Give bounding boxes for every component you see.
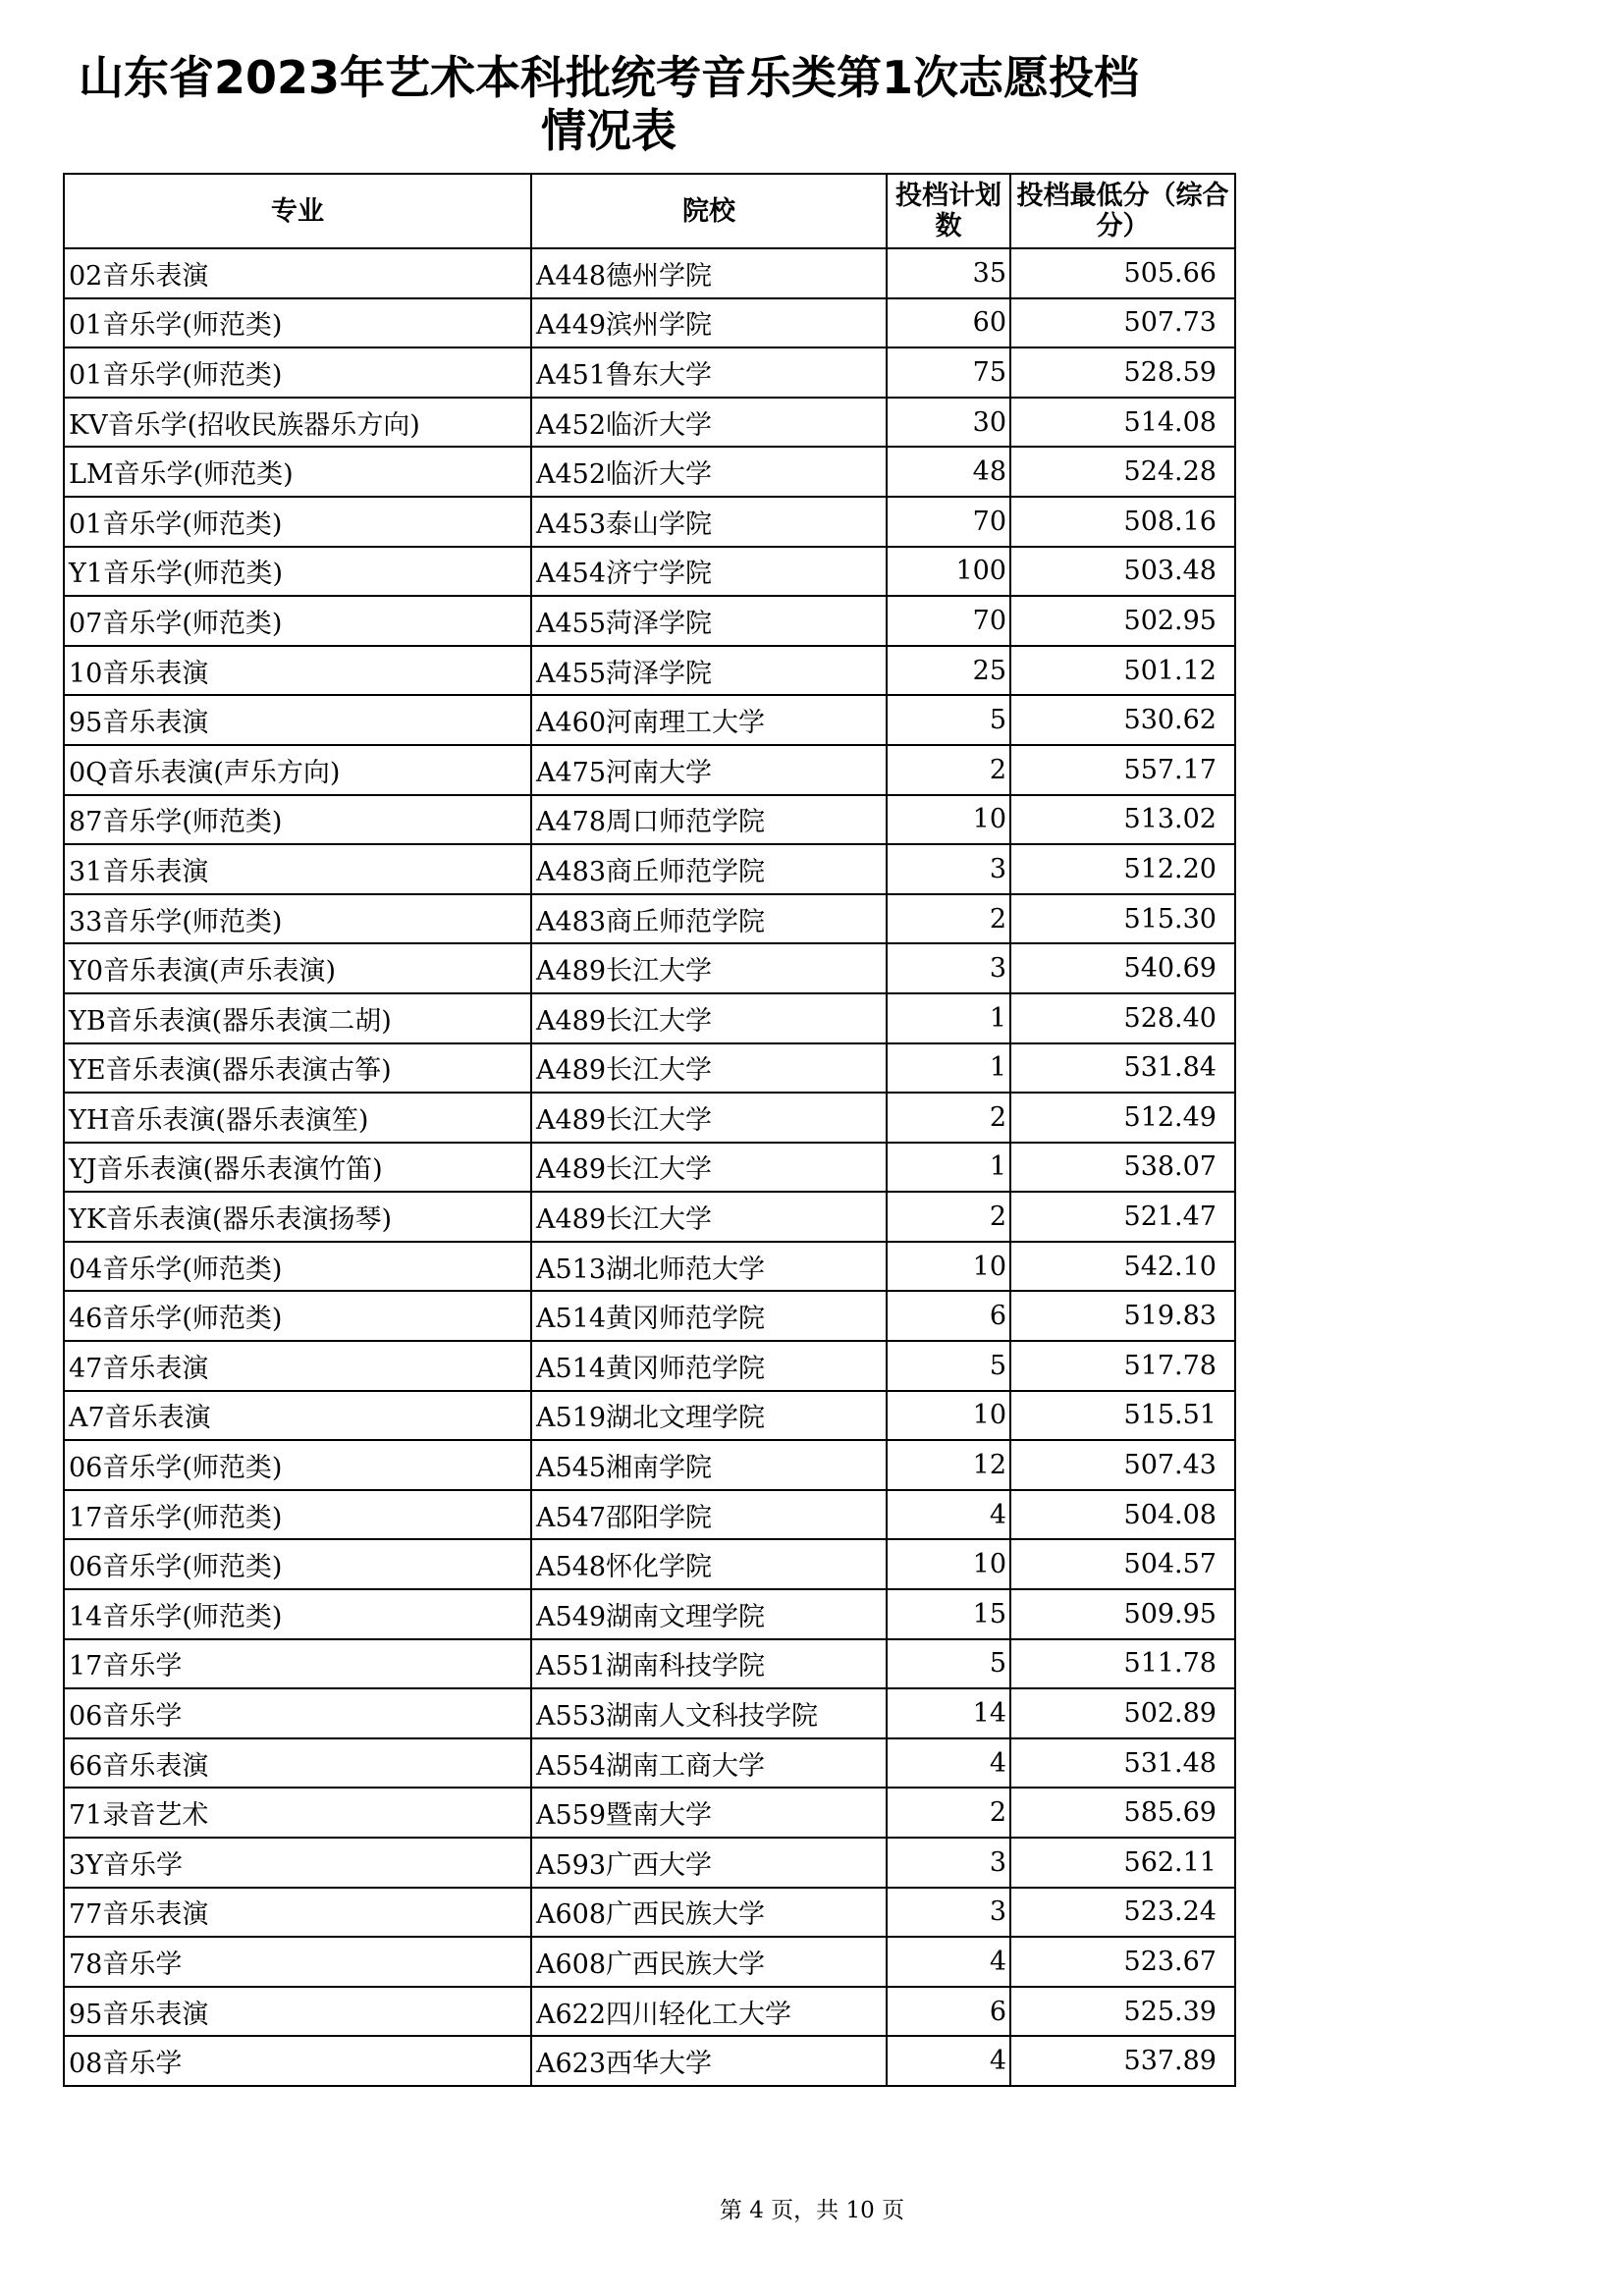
plan-count-cell: 2 [887, 894, 1010, 944]
major-cell: 47音乐表演 [64, 1341, 531, 1391]
school-cell: A475河南大学 [531, 745, 887, 795]
school-cell: A608广西民族大学 [531, 1937, 887, 1987]
major-cell: 77音乐表演 [64, 1888, 531, 1938]
min-score-cell: 501.12 [1010, 646, 1235, 696]
major-cell: 46音乐学(师范类) [64, 1291, 531, 1341]
school-cell: A483商丘师范学院 [531, 844, 887, 894]
plan-count-cell: 4 [887, 2036, 1010, 2086]
major-cell: 87音乐学(师范类) [64, 795, 531, 845]
major-cell: 78音乐学 [64, 1937, 531, 1987]
plan-count-cell: 4 [887, 1937, 1010, 1987]
min-score-cell: 523.67 [1010, 1937, 1235, 1987]
page-title-line-2: 情况表 [541, 104, 677, 157]
major-cell: 71录音艺术 [64, 1788, 531, 1838]
plan-count-cell: 75 [887, 347, 1010, 398]
min-score-cell: 524.28 [1010, 447, 1235, 497]
plan-count-cell: 5 [887, 695, 1010, 745]
min-score-cell: 509.95 [1010, 1589, 1235, 1639]
major-cell: 33音乐学(师范类) [64, 894, 531, 944]
min-score-cell: 502.89 [1010, 1688, 1235, 1738]
min-score-cell: 507.43 [1010, 1440, 1235, 1490]
page-title-line-1: 山东省2023年艺术本科批统考音乐类第1次志愿投档 [78, 51, 1140, 104]
school-cell: A454济宁学院 [531, 547, 887, 597]
major-cell: 06音乐学(师范类) [64, 1539, 531, 1589]
plan-count-cell: 2 [887, 745, 1010, 795]
table-row [64, 1539, 1235, 1589]
table-row [64, 547, 1235, 597]
table-row [64, 2036, 1235, 2086]
plan-count-cell: 70 [887, 497, 1010, 547]
school-cell: A548怀化学院 [531, 1539, 887, 1589]
plan-count-cell: 2 [887, 1788, 1010, 1838]
min-score-cell: 514.08 [1010, 398, 1235, 448]
school-cell: A489长江大学 [531, 993, 887, 1043]
major-cell: 01音乐学(师范类) [64, 298, 531, 348]
major-cell: 01音乐学(师范类) [64, 347, 531, 398]
header-min-score: 投档最低分（综合分） [1010, 174, 1235, 248]
major-cell: 95音乐表演 [64, 695, 531, 745]
school-cell: A452临沂大学 [531, 447, 887, 497]
min-score-cell: 504.57 [1010, 1539, 1235, 1589]
plan-count-cell: 6 [887, 1291, 1010, 1341]
major-cell: 08音乐学 [64, 2036, 531, 2086]
plan-count-cell: 12 [887, 1440, 1010, 1490]
table-row [64, 596, 1235, 646]
table-row [64, 497, 1235, 547]
plan-count-cell: 30 [887, 398, 1010, 448]
min-score-cell: 504.08 [1010, 1490, 1235, 1540]
min-score-cell: 528.40 [1010, 993, 1235, 1043]
min-score-cell: 542.10 [1010, 1242, 1235, 1292]
school-cell: A514黄冈师范学院 [531, 1341, 887, 1391]
table-row [64, 795, 1235, 845]
table-row [64, 447, 1235, 497]
plan-count-cell: 4 [887, 1738, 1010, 1789]
school-cell: A455菏泽学院 [531, 596, 887, 646]
min-score-cell: 521.47 [1010, 1192, 1235, 1242]
plan-count-cell: 10 [887, 1242, 1010, 1292]
major-cell: 66音乐表演 [64, 1738, 531, 1789]
major-cell: 17音乐学 [64, 1639, 531, 1689]
school-cell: A453泰山学院 [531, 497, 887, 547]
plan-count-cell: 4 [887, 1490, 1010, 1540]
major-cell: 04音乐学(师范类) [64, 1242, 531, 1292]
school-cell: A478周口师范学院 [531, 795, 887, 845]
school-cell: A551湖南科技学院 [531, 1639, 887, 1689]
table-row [64, 398, 1235, 448]
plan-count-cell: 5 [887, 1341, 1010, 1391]
min-score-cell: 507.73 [1010, 298, 1235, 348]
min-score-cell: 517.78 [1010, 1341, 1235, 1391]
major-cell: 31音乐表演 [64, 844, 531, 894]
table-row [64, 1788, 1235, 1838]
major-cell: 17音乐学(师范类) [64, 1490, 531, 1540]
school-cell: A622四川轻化工大学 [531, 1987, 887, 2037]
min-score-cell: 531.84 [1010, 1043, 1235, 1094]
table-row [64, 1192, 1235, 1242]
school-cell: A448德州学院 [531, 248, 887, 298]
plan-count-cell: 70 [887, 596, 1010, 646]
school-cell: A489长江大学 [531, 1043, 887, 1094]
school-cell: A559暨南大学 [531, 1788, 887, 1838]
school-cell: A513湖北师范大学 [531, 1242, 887, 1292]
plan-count-cell: 25 [887, 646, 1010, 696]
table-row [64, 1937, 1235, 1987]
min-score-cell: 515.51 [1010, 1391, 1235, 1441]
page-indicator: 第 4 页，共 10 页 [719, 2198, 905, 2223]
min-score-cell: 515.30 [1010, 894, 1235, 944]
min-score-cell: 525.39 [1010, 1987, 1235, 2037]
table-row [64, 1242, 1235, 1292]
plan-count-cell: 35 [887, 248, 1010, 298]
min-score-cell: 538.07 [1010, 1143, 1235, 1193]
major-cell: 95音乐表演 [64, 1987, 531, 2037]
table-row [64, 993, 1235, 1043]
min-score-cell: 503.48 [1010, 547, 1235, 597]
table-row [64, 1589, 1235, 1639]
school-cell: A483商丘师范学院 [531, 894, 887, 944]
table-row [64, 943, 1235, 993]
table-row [64, 894, 1235, 944]
school-cell: A514黄冈师范学院 [531, 1291, 887, 1341]
table-row [64, 1987, 1235, 2037]
school-cell: A451鲁东大学 [531, 347, 887, 398]
table-row [64, 1888, 1235, 1938]
plan-count-cell: 3 [887, 1888, 1010, 1938]
school-cell: A460河南理工大学 [531, 695, 887, 745]
min-score-cell: 502.95 [1010, 596, 1235, 646]
school-cell: A489长江大学 [531, 1192, 887, 1242]
min-score-cell: 585.69 [1010, 1788, 1235, 1838]
major-cell: YB音乐表演(器乐表演二胡) [64, 993, 531, 1043]
plan-count-cell: 2 [887, 1192, 1010, 1242]
plan-count-cell: 10 [887, 1391, 1010, 1441]
min-score-cell: 508.16 [1010, 497, 1235, 547]
major-cell: 01音乐学(师范类) [64, 497, 531, 547]
plan-count-cell: 5 [887, 1639, 1010, 1689]
major-cell: A7音乐表演 [64, 1391, 531, 1441]
school-cell: A593广西大学 [531, 1838, 887, 1888]
table-row [64, 1838, 1235, 1888]
min-score-cell: 531.48 [1010, 1738, 1235, 1789]
plan-count-cell: 6 [887, 1987, 1010, 2037]
school-cell: A455菏泽学院 [531, 646, 887, 696]
min-score-cell: 505.66 [1010, 248, 1235, 298]
major-cell: 10音乐表演 [64, 646, 531, 696]
major-cell: 02音乐表演 [64, 248, 531, 298]
major-cell: YK音乐表演(器乐表演扬琴) [64, 1192, 531, 1242]
table-row [64, 1688, 1235, 1738]
school-cell: A449滨州学院 [531, 298, 887, 348]
plan-count-cell: 3 [887, 1838, 1010, 1888]
table-row [64, 1043, 1235, 1094]
major-cell: Y1音乐学(师范类) [64, 547, 531, 597]
major-cell: KV音乐学(招收民族器乐方向) [64, 398, 531, 448]
major-cell: 14音乐学(师范类) [64, 1589, 531, 1639]
school-cell: A489长江大学 [531, 1093, 887, 1143]
table-row [64, 1440, 1235, 1490]
min-score-cell: 511.78 [1010, 1639, 1235, 1689]
table-row [64, 347, 1235, 398]
school-cell: A519湖北文理学院 [531, 1391, 887, 1441]
table-row [64, 1291, 1235, 1341]
major-cell: 3Y音乐学 [64, 1838, 531, 1888]
major-cell: 06音乐学(师范类) [64, 1440, 531, 1490]
major-cell: LM音乐学(师范类) [64, 447, 531, 497]
table-row [64, 1639, 1235, 1689]
plan-count-cell: 48 [887, 447, 1010, 497]
plan-count-cell: 1 [887, 1043, 1010, 1094]
school-cell: A489长江大学 [531, 943, 887, 993]
min-score-cell: 562.11 [1010, 1838, 1235, 1888]
school-cell: A623西华大学 [531, 2036, 887, 2086]
major-cell: 06音乐学 [64, 1688, 531, 1738]
min-score-cell: 537.89 [1010, 2036, 1235, 2086]
school-cell: A452临沂大学 [531, 398, 887, 448]
table-row [64, 844, 1235, 894]
table-row [64, 1341, 1235, 1391]
plan-count-cell: 10 [887, 795, 1010, 845]
table-row [64, 646, 1235, 696]
major-cell: YJ音乐表演(器乐表演竹笛) [64, 1143, 531, 1193]
table-row [64, 248, 1235, 298]
school-cell: A549湖南文理学院 [531, 1589, 887, 1639]
min-score-cell: 523.24 [1010, 1888, 1235, 1938]
min-score-cell: 530.62 [1010, 695, 1235, 745]
plan-count-cell: 10 [887, 1539, 1010, 1589]
table-header [64, 174, 1235, 248]
major-cell: 07音乐学(师范类) [64, 596, 531, 646]
table-row [64, 1490, 1235, 1540]
school-cell: A545湘南学院 [531, 1440, 887, 1490]
table-row [64, 1143, 1235, 1193]
plan-count-cell: 1 [887, 1143, 1010, 1193]
school-cell: A608广西民族大学 [531, 1888, 887, 1938]
min-score-cell: 528.59 [1010, 347, 1235, 398]
table-row [64, 298, 1235, 348]
school-cell: A553湖南人文科技学院 [531, 1688, 887, 1738]
min-score-cell: 540.69 [1010, 943, 1235, 993]
header-plan-count: 投档计划数 [887, 174, 1010, 248]
plan-count-cell: 1 [887, 993, 1010, 1043]
table-body [64, 248, 1235, 2086]
school-cell: A554湖南工商大学 [531, 1738, 887, 1789]
school-cell: A489长江大学 [531, 1143, 887, 1193]
major-cell: YE音乐表演(器乐表演古筝) [64, 1043, 531, 1094]
header-school: 院校 [531, 174, 887, 248]
plan-count-cell: 15 [887, 1589, 1010, 1639]
table-row [64, 1738, 1235, 1789]
plan-count-cell: 2 [887, 1093, 1010, 1143]
plan-count-cell: 3 [887, 844, 1010, 894]
plan-count-cell: 60 [887, 298, 1010, 348]
table-row [64, 695, 1235, 745]
major-cell: 0Q音乐表演(声乐方向) [64, 745, 531, 795]
table-row [64, 745, 1235, 795]
table-row [64, 1093, 1235, 1143]
min-score-cell: 512.20 [1010, 844, 1235, 894]
min-score-cell: 557.17 [1010, 745, 1235, 795]
table-row [64, 1391, 1235, 1441]
admissions-table [63, 173, 1236, 2087]
plan-count-cell: 3 [887, 943, 1010, 993]
school-cell: A547邵阳学院 [531, 1490, 887, 1540]
min-score-cell: 513.02 [1010, 795, 1235, 845]
page-title [0, 51, 1218, 157]
header-row [64, 174, 1235, 248]
min-score-cell: 512.49 [1010, 1093, 1235, 1143]
min-score-cell: 519.83 [1010, 1291, 1235, 1341]
header-major: 专业 [64, 174, 531, 248]
major-cell: YH音乐表演(器乐表演笙) [64, 1093, 531, 1143]
plan-count-cell: 100 [887, 547, 1010, 597]
plan-count-cell: 14 [887, 1688, 1010, 1738]
major-cell: Y0音乐表演(声乐表演) [64, 943, 531, 993]
